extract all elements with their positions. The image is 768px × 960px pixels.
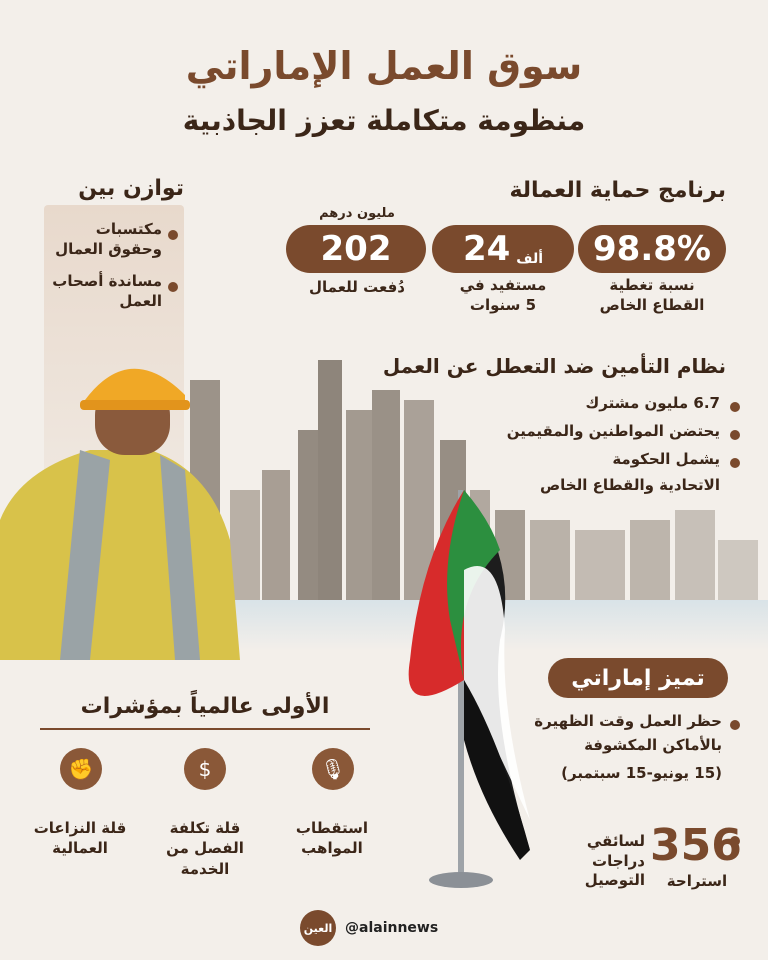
- unemployment-bullet-1: [730, 402, 740, 412]
- unemployment-bullet-2: [730, 430, 740, 440]
- balance-bullet-1: [168, 230, 178, 240]
- balance-title: توازن بين: [78, 176, 184, 201]
- stat-beneficiaries-label: مستفيد في 5 سنوات: [459, 276, 547, 314]
- balance-item-1: مكتسبات وحقوق العمال: [55, 220, 162, 258]
- emirati-item-3: (15 يونيو-15 سبتمبر): [561, 764, 722, 782]
- worker-illustration: [0, 340, 240, 660]
- stat-beneficiaries-pill: 24 ألف: [432, 225, 574, 273]
- rest-value: 356: [650, 820, 742, 871]
- stat-coverage-label: نسبة تغطية القطاع الخاص: [599, 276, 705, 314]
- emirati-item-2: بالأماكن المكشوفة: [584, 736, 722, 754]
- emirati-bullet-1: [730, 720, 740, 730]
- emirati-item-1: حظر العمل وقت الظهيرة: [534, 712, 722, 730]
- indicator-dismissal-cost: قلة تكلفة الفصل من الخدمة: [166, 819, 244, 878]
- money-bag-icon: $: [184, 748, 226, 790]
- rest-desc: لسائقي دراجات التوصيل: [584, 832, 645, 889]
- stat-paid-top-label: مليون درهم: [319, 206, 395, 221]
- unemployment-title: نظام التأمين ضد التعطل عن العمل: [382, 354, 726, 378]
- stat-paid-label: دُفعت للعمال: [308, 278, 405, 296]
- emirati-title-pill: تميز إماراتي: [548, 658, 728, 698]
- microphone-icon: 🎙: [312, 748, 354, 790]
- indicator-disputes: قلة النزاعات العمالية: [33, 819, 127, 858]
- world-first-title: الأولى عالمياً بمؤشرات: [80, 694, 330, 719]
- balance-bullet-2: [168, 282, 178, 292]
- page-title: سوق العمل الإماراتي: [185, 44, 583, 88]
- uae-flag-illustration: [380, 480, 550, 900]
- stat-coverage-pill: 98.8%: [578, 225, 726, 273]
- unemployment-item-3: يشمل الحكومة: [612, 450, 720, 468]
- unemployment-bullet-3: [730, 458, 740, 468]
- page-subtitle: منظومة متكاملة تعزز الجاذبية: [182, 104, 586, 137]
- footer-handle[interactable]: @alainnews: [345, 920, 439, 936]
- indicator-talent: استقطاب المواهب: [295, 819, 369, 858]
- wage-protection-title: برنامج حماية العمالة: [509, 178, 726, 203]
- world-first-divider: [40, 728, 370, 730]
- rest-label: استراحة: [666, 872, 728, 890]
- unemployment-item-4: الاتحادية والقطاع الخاص: [539, 476, 720, 494]
- fists-icon: ✊: [60, 748, 102, 790]
- stat-paid-pill: 202: [286, 225, 426, 273]
- unemployment-item-2: يحتضن المواطنين والمقيمين: [506, 422, 720, 440]
- balance-item-2: مساندة أصحاب العمل: [52, 272, 162, 310]
- unemployment-item-1: 6.7 مليون مشترك: [585, 394, 720, 412]
- alain-logo: العين: [300, 910, 336, 946]
